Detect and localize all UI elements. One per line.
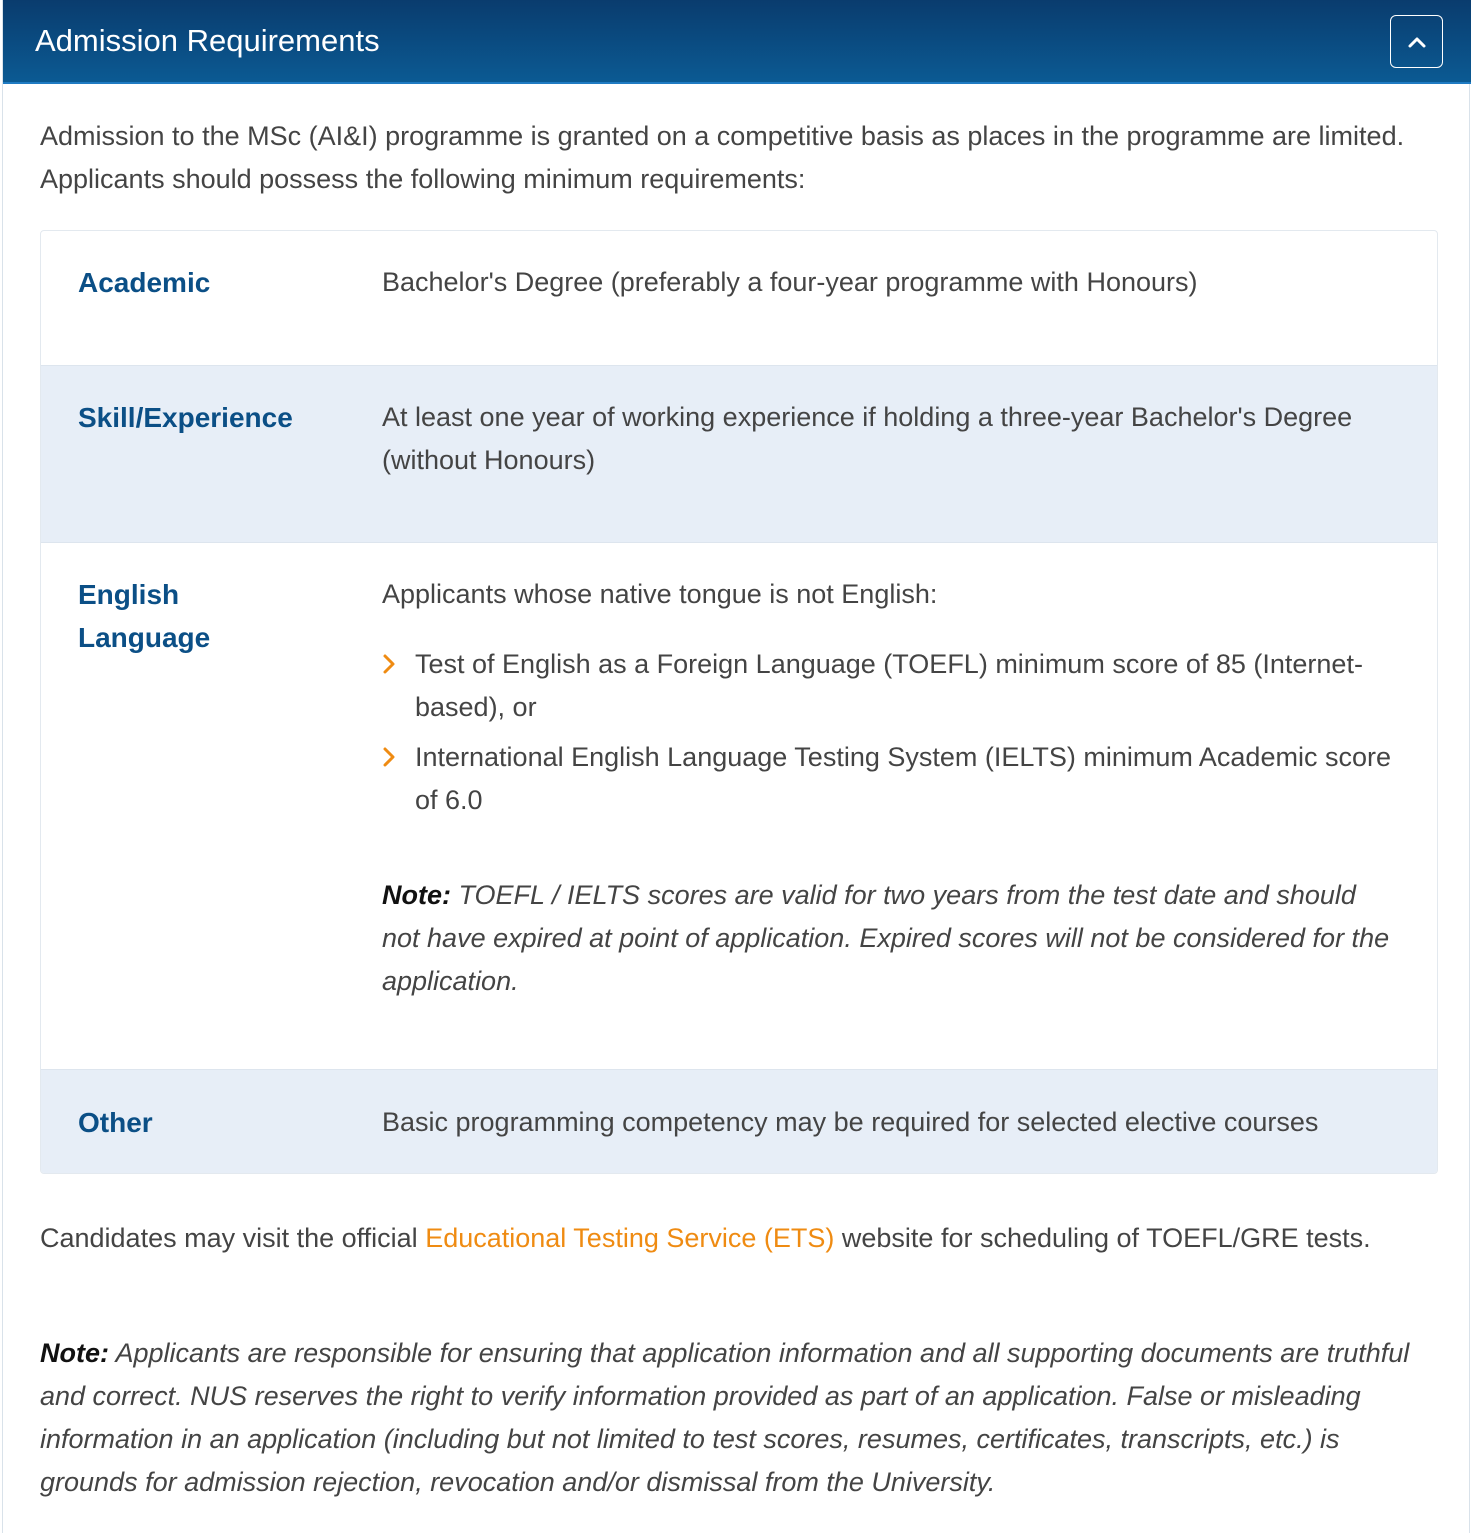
chevron-up-icon	[1405, 30, 1429, 54]
requirement-text: Basic programming competency may be required for selected elective courses	[382, 1107, 1319, 1137]
requirement-text: Applicants whose native tongue is not English:	[382, 579, 938, 609]
requirement-row-skill-experience	[41, 365, 1437, 542]
chevron-right-icon	[382, 746, 396, 768]
list-item-text: International English Language Testing System (IELTS) minimum Academic score of 6.0	[415, 742, 1391, 815]
requirement-label: Skill/Experience	[78, 402, 293, 433]
list-item	[382, 736, 1392, 822]
panel-header[interactable]	[3, 0, 1471, 84]
requirement-label	[78, 573, 338, 659]
intro-paragraph: Admission to the MSc (AI&I) programme is granted on a competitive basis as places in the programme are limited. Applicants should possess the following minimum requirements:	[40, 121, 1405, 194]
requirement-row-academic	[41, 231, 1437, 365]
collapse-toggle-button[interactable]	[1390, 15, 1443, 68]
requirement-label: Other	[78, 1107, 153, 1138]
ets-link[interactable]: Educational Testing Service (ETS)	[425, 1223, 835, 1253]
ets-text-before: Candidates may visit the official	[40, 1223, 426, 1253]
note-text: Applicants are responsible for ensuring that application information and all supporting documents are truthful and correct. NUS reserves the right to verify information provided as part of an application. False or misleading information in an application (including but not limited to test scores, resumes, certificates, transcripts, etc.) is grounds for admission rejection, revocation and/or dismissal from the University.	[40, 1338, 1410, 1497]
ets-text-after: website for scheduling of TOEFL/GRE tests.	[834, 1223, 1371, 1253]
requirements-table	[40, 230, 1438, 1174]
admission-requirements-panel	[2, 0, 1470, 1533]
list-item	[382, 643, 1392, 729]
requirement-text: At least one year of working experience if holding a three-year Bachelor's Degree (without Honours)	[382, 402, 1353, 475]
requirement-text: Bachelor's Degree (preferably a four-year programme with Honours)	[382, 267, 1198, 297]
requirement-row-english-language	[41, 542, 1437, 1069]
scores-validity-note	[382, 874, 1392, 1003]
panel-title: Admission Requirements	[35, 23, 380, 58]
list-item-text: Test of English as a Foreign Language (TOEFL) minimum score of 85 (Internet-based), or	[415, 649, 1363, 722]
requirement-row-other	[41, 1069, 1437, 1173]
note-label: Note:	[382, 880, 451, 910]
language-test-list	[382, 643, 1392, 822]
ets-paragraph	[40, 1217, 1440, 1260]
requirement-label-line: Language	[78, 622, 211, 653]
note-label: Note:	[40, 1338, 109, 1368]
requirement-content	[382, 573, 1392, 1003]
requirement-label: Academic	[78, 267, 211, 298]
note-text: TOEFL / IELTS scores are valid for two years from the test date and should not have expired at point of application. Expired scores will not be considered for the application.	[382, 880, 1390, 996]
requirement-label-line: English	[78, 579, 180, 610]
responsibility-note	[40, 1332, 1440, 1504]
chevron-right-icon	[382, 653, 396, 675]
